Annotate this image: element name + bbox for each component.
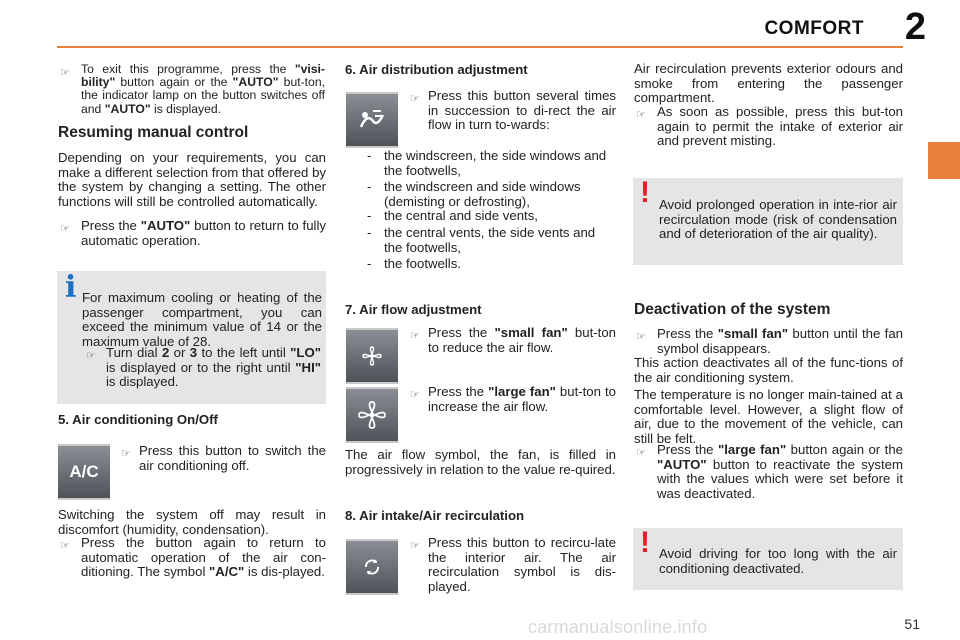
list-item: the windscreen, the side windows and the footwells, [384,148,607,178]
deact-bullet-1: Press the "small fan" button until the fan symbol disappears. [657,326,903,356]
bullet-arrow-icon: ☞ [636,331,646,343]
recirc-text: Air recirculation prevents exterior odours and smoke from entering the passenger compartment. [634,61,903,106]
deactivation-title: Deactivation of the system [634,301,831,318]
recirc-bullet-2: As soon as possible, press this but-ton again to permit the intake of exterior air and prevent misting. [657,104,903,149]
ac-title: 5. Air conditioning On/Off [58,412,218,427]
deact-text-1: This action deactivates all of the func-tions of the air conditioning system. [634,355,903,385]
ac-button-image [58,444,110,500]
small-fan-button-image [346,328,398,384]
warning-icon: ! [640,526,650,559]
distribution-title: 6. Air distribution adjustment [345,62,528,77]
page-number: 51 [904,616,920,632]
distribution-button-image [346,92,398,148]
distribution-bullet: Press this button several times in succession to di-rect the air flow in turn to-wards: [428,88,616,133]
resuming-title: Resuming manual control [58,124,249,141]
bullet-arrow-icon: ☞ [410,93,420,105]
bullet-arrow-icon: ☞ [121,448,131,460]
bullet-arrow-icon: ☞ [636,447,646,459]
bullet-arrow-icon: ☞ [60,540,70,552]
info-icon: i [65,270,77,305]
exit-note: To exit this programme, press the "visi-bility" button again or the "AUTO" but-ton, the indicator lamp on the button switches off and "AUTO" is displayed. [81,62,325,116]
chapter-tab [928,142,960,179]
airflow-title: 7. Air flow adjustment [345,302,482,317]
bullet-arrow-icon: ☞ [60,223,70,235]
large-fan-button-image [346,387,398,443]
bullet-arrow-icon: ☞ [410,540,420,552]
recirc-button-image [346,539,398,595]
recirc-title: 8. Air intake/Air recirculation [345,508,525,523]
watermark: carmanualsonline.info [528,617,708,637]
large-fan-bullet: Press the "large fan" but-ton to increase the air flow. [428,384,616,414]
list-item: the central vents, the side vents and the footwells, [384,225,596,255]
bullet-arrow-icon: ☞ [86,350,96,362]
deact-bullet-2: Press the "large fan" button again or the "AUTO" button to reactivate the system with the values which were set before it was deactivated. [657,442,903,501]
ac-bullet: Press this button to switch the air conditioning off. [139,443,326,473]
chapter-number: 2 [904,6,926,48]
deact-text-2: The temperature is no longer main-tained at a comfortable level. However, a slight flow of air, due to the movement of the vehicle, can still be felt. [634,387,903,446]
warning-icon: ! [640,176,650,209]
bullet-arrow-icon: ☞ [410,330,420,342]
ac-text: Switching the system off may result in discomfort (humidity, condensation). [58,507,326,537]
warning-text-1: Avoid prolonged operation in inte-rior air recirculation mode (risk of condensation and of deterioration of the air quality). [659,197,897,242]
ac-button-label: A/C [69,462,99,481]
small-fan-icon [361,345,383,367]
warning-text-2: Avoid driving for too long with the air conditioning deactivated. [659,546,897,576]
resuming-text: Depending on your requirements, you can make a different selection from that offered by the system by changing a setting. The other functions will still be controlled automatically. [58,150,326,209]
ac-bullet-2: Press the button again to return to automatic operation of the air con-ditioning. The symbol "A/C" is dis-played. [81,535,326,580]
bullet-arrow-icon: ☞ [410,389,420,401]
bullet-arrow-icon: ☞ [636,109,646,121]
list-item: the footwells. [384,256,461,271]
list-item: the windscreen and side windows (demisting or defrosting), [384,179,581,209]
resuming-bullet: Press the "AUTO" button to return to fully automatic operation. [81,218,326,248]
header-rule [57,46,903,48]
small-fan-bullet: Press the "small fan" but-ton to reduce the air flow. [428,325,616,355]
recirc-bullet: Press this button to recircu-late the interior air. The air recirculation symbol is dis-played. [428,535,616,594]
info-bullet: Turn dial 2 or 3 to the left until "LO" is displayed or to the right until "HI" is displayed. [106,345,321,390]
bullet-arrow-icon: ☞ [60,67,70,79]
air-distribution-icon [357,107,387,133]
list-item: the central and side vents, [384,208,538,223]
info-text: For maximum cooling or heating of the passenger compartment, you can exceed the minimum value of 14 or the maximum value of 28. [82,290,322,349]
section-title: COMFORT [764,18,864,39]
large-fan-icon [357,400,387,430]
airflow-text: The air flow symbol, the fan, is filled in progressively in relation to the value re-quired. [345,447,616,477]
recirculation-icon [361,556,383,578]
